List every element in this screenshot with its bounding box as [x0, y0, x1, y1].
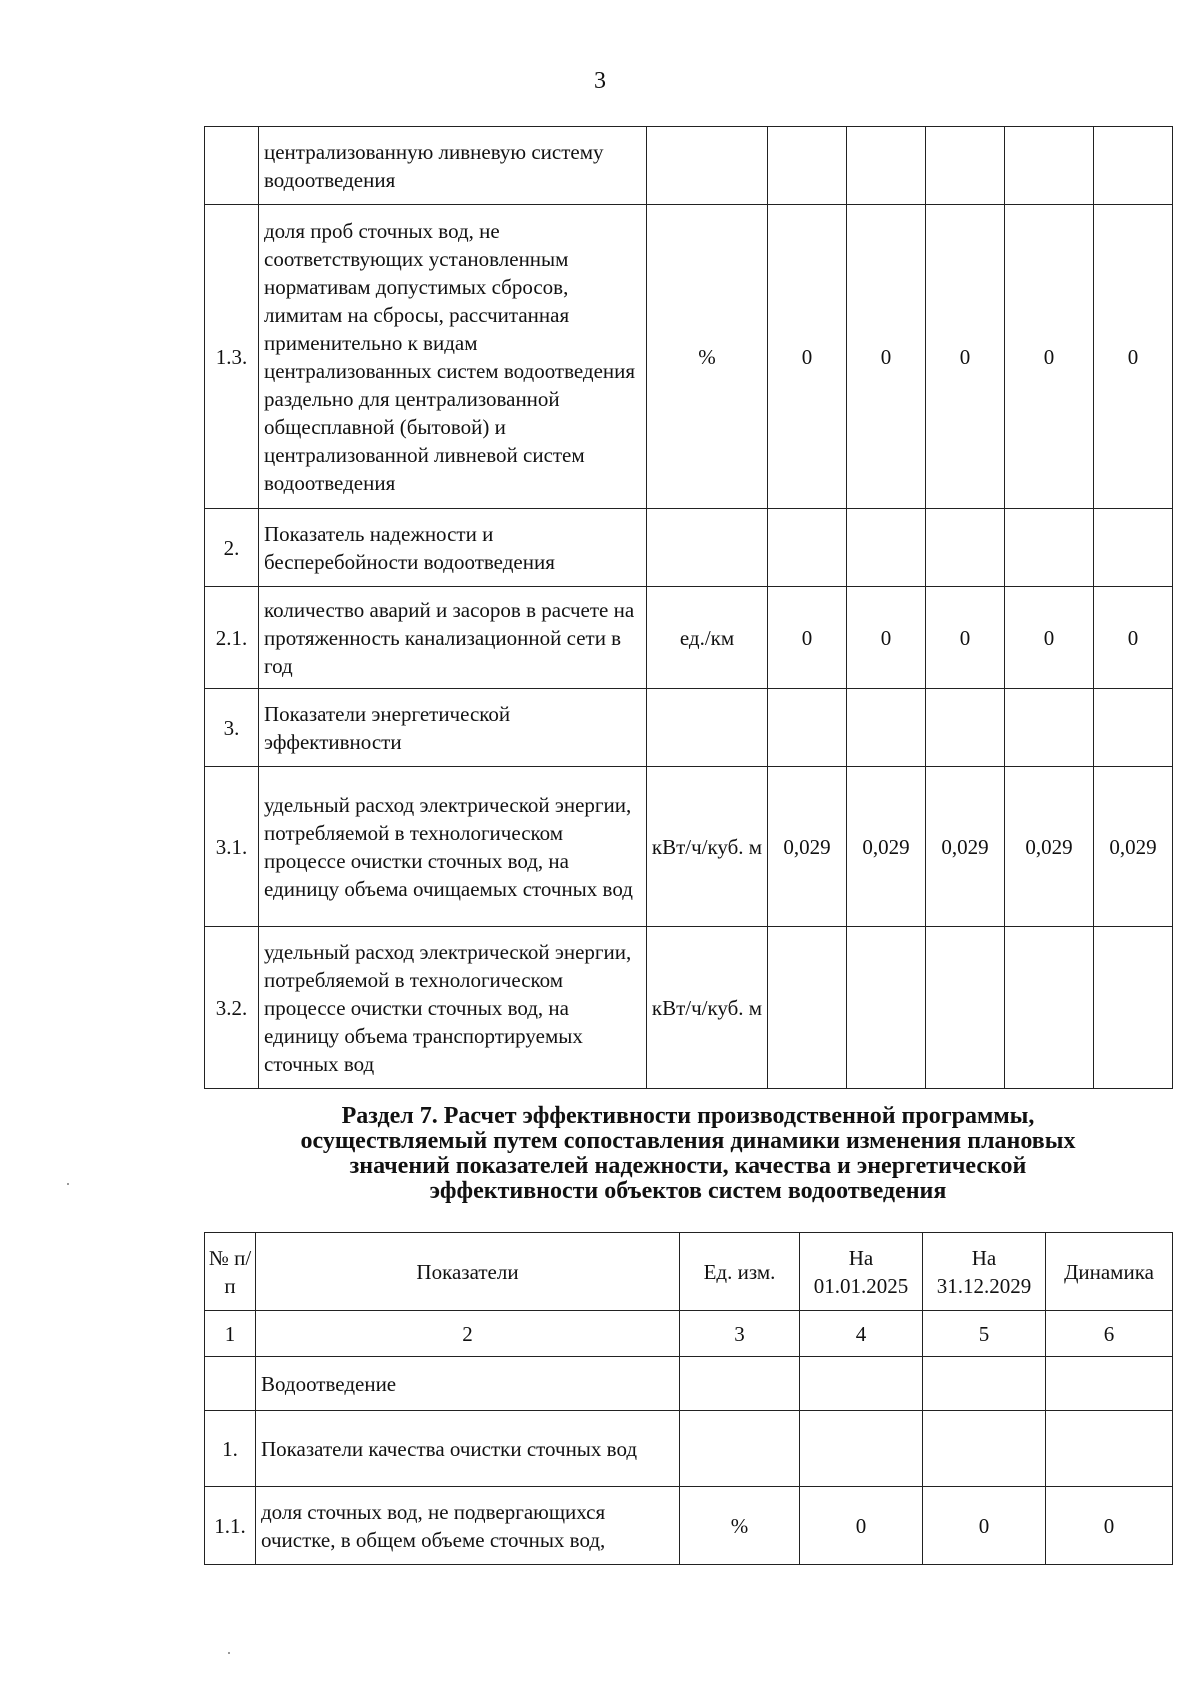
col-number: 5 [923, 1311, 1046, 1357]
row-value [1094, 509, 1173, 587]
row-value: 0 [926, 205, 1005, 509]
row-unit [647, 127, 768, 205]
row-dynamics [1046, 1411, 1173, 1487]
table-row [205, 1487, 1173, 1565]
row-unit: % [647, 205, 768, 509]
row-indicator: доля проб сточных вод, не соответствующих установленным нормативам допустимых сбросов, лимитам на сбросы, рассчитанная применительно к видам централизованных систем водоотведения раздельно для централизованной общесплавной (бытовой) и централизованной ливневой систем водоотведения [259, 205, 647, 509]
col-number: 6 [1046, 1311, 1173, 1357]
table-row [205, 1411, 1173, 1487]
row-indicator: доля сточных вод, не подвергающихся очистке, в общем объеме сточных вод, [256, 1487, 680, 1565]
row-value: 0 [768, 205, 847, 509]
row-unit [647, 509, 768, 587]
indicators-table [204, 126, 1173, 1089]
row-number: 1. [205, 1411, 256, 1487]
header-date1: На 01.01.2025 [800, 1233, 923, 1311]
table-row [205, 587, 1173, 689]
row-value [1005, 927, 1094, 1089]
row-number [205, 1357, 256, 1411]
row-value [926, 689, 1005, 767]
row-unit: кВт/ч/куб. м [647, 927, 768, 1089]
table-row [205, 927, 1173, 1089]
row-value [847, 127, 926, 205]
table-header-row [205, 1233, 1173, 1311]
col-number: 2 [256, 1311, 680, 1357]
col-number: 4 [800, 1311, 923, 1357]
header-date2: На 31.12.2029 [923, 1233, 1046, 1311]
row-value [768, 509, 847, 587]
section-title [200, 1104, 1176, 1204]
row-unit [647, 689, 768, 767]
row-unit: ед./км [647, 587, 768, 689]
table-row [205, 767, 1173, 927]
scan-speck [228, 1652, 230, 1654]
header-num: № п/п [205, 1233, 256, 1311]
row-indicator: Показатель надежности и бесперебойности водоотведения [259, 509, 647, 587]
row-number: 1.3. [205, 205, 259, 509]
row-value: 0 [847, 587, 926, 689]
row-unit [680, 1357, 800, 1411]
row-number: 3.2. [205, 927, 259, 1089]
row-unit: кВт/ч/куб. м [647, 767, 768, 927]
row-value: 0 [1094, 587, 1173, 689]
row-indicator: удельный расход электрической энергии, потребляемой в технологическом процессе очистки сточных вод, на единицу объема очищаемых сточных вод [259, 767, 647, 927]
row-value [847, 689, 926, 767]
column-number-row [205, 1311, 1173, 1357]
row-value [926, 927, 1005, 1089]
row-value: 0,029 [768, 767, 847, 927]
row-value: 0 [768, 587, 847, 689]
row-indicator: удельный расход электрической энергии, потребляемой в технологическом процессе очистки сточных вод, на единицу объема транспортируемых сточных вод [259, 927, 647, 1089]
row-value [926, 127, 1005, 205]
row-value [768, 927, 847, 1089]
section-title-line: осуществляемый путем сопоставления динамики изменения плановых [300, 1128, 1076, 1154]
row-unit: % [680, 1487, 800, 1565]
row-value: 0 [847, 205, 926, 509]
table-row [205, 127, 1173, 205]
row-value [1005, 127, 1094, 205]
header-unit: Ед. изм. [680, 1233, 800, 1311]
header-indicator: Показатели [256, 1233, 680, 1311]
row-value: 0,029 [1094, 767, 1173, 927]
row-value [1005, 509, 1094, 587]
row-indicator: количество аварий и засоров в расчете на протяженность канализационной сети в год [259, 587, 647, 689]
row-value [847, 509, 926, 587]
col-number: 1 [205, 1311, 256, 1357]
table-row [205, 689, 1173, 767]
page-number: 3 [594, 68, 606, 94]
table-row [205, 1357, 1173, 1411]
row-value-2029: 0 [923, 1487, 1046, 1565]
section-title-line: эффективности объектов систем водоотведения [429, 1178, 947, 1204]
row-value [1094, 127, 1173, 205]
row-dynamics [1046, 1357, 1173, 1411]
row-number: 3. [205, 689, 259, 767]
row-value [1094, 689, 1173, 767]
table-row [205, 205, 1173, 509]
section-title-line: значений показателей надежности, качества и энергетической [349, 1153, 1027, 1179]
header-dynamics: Динамика [1046, 1233, 1173, 1311]
row-value: 0 [1005, 205, 1094, 509]
row-value: 0 [1094, 205, 1173, 509]
row-value [1094, 927, 1173, 1089]
row-number: 2. [205, 509, 259, 587]
row-indicator: централизованную ливневую систему водоотведения [259, 127, 647, 205]
row-value: 0,029 [847, 767, 926, 927]
row-value-2025 [800, 1411, 923, 1487]
row-value-2029 [923, 1357, 1046, 1411]
row-value-2025 [800, 1357, 923, 1411]
table-row [205, 509, 1173, 587]
efficiency-table [204, 1232, 1173, 1565]
row-value [847, 927, 926, 1089]
row-value-2029 [923, 1411, 1046, 1487]
row-value: 0 [1005, 587, 1094, 689]
row-value [1005, 689, 1094, 767]
row-number: 3.1. [205, 767, 259, 927]
row-value-2025: 0 [800, 1487, 923, 1565]
row-unit [680, 1411, 800, 1487]
row-number: 2.1. [205, 587, 259, 689]
row-number: 1.1. [205, 1487, 256, 1565]
row-value: 0,029 [1005, 767, 1094, 927]
row-value [768, 127, 847, 205]
row-value: 0 [926, 587, 1005, 689]
scan-speck [67, 1183, 69, 1185]
row-indicator: Показатели качества очистки сточных вод [256, 1411, 680, 1487]
row-value [926, 509, 1005, 587]
row-value: 0,029 [926, 767, 1005, 927]
section-title-line: Раздел 7. Расчет эффективности производственной программы, [341, 1103, 1035, 1129]
row-value [768, 689, 847, 767]
row-dynamics: 0 [1046, 1487, 1173, 1565]
row-indicator: Показатели энергетической эффективности [259, 689, 647, 767]
col-number: 3 [680, 1311, 800, 1357]
row-indicator: Водоотведение [256, 1357, 680, 1411]
row-number [205, 127, 259, 205]
